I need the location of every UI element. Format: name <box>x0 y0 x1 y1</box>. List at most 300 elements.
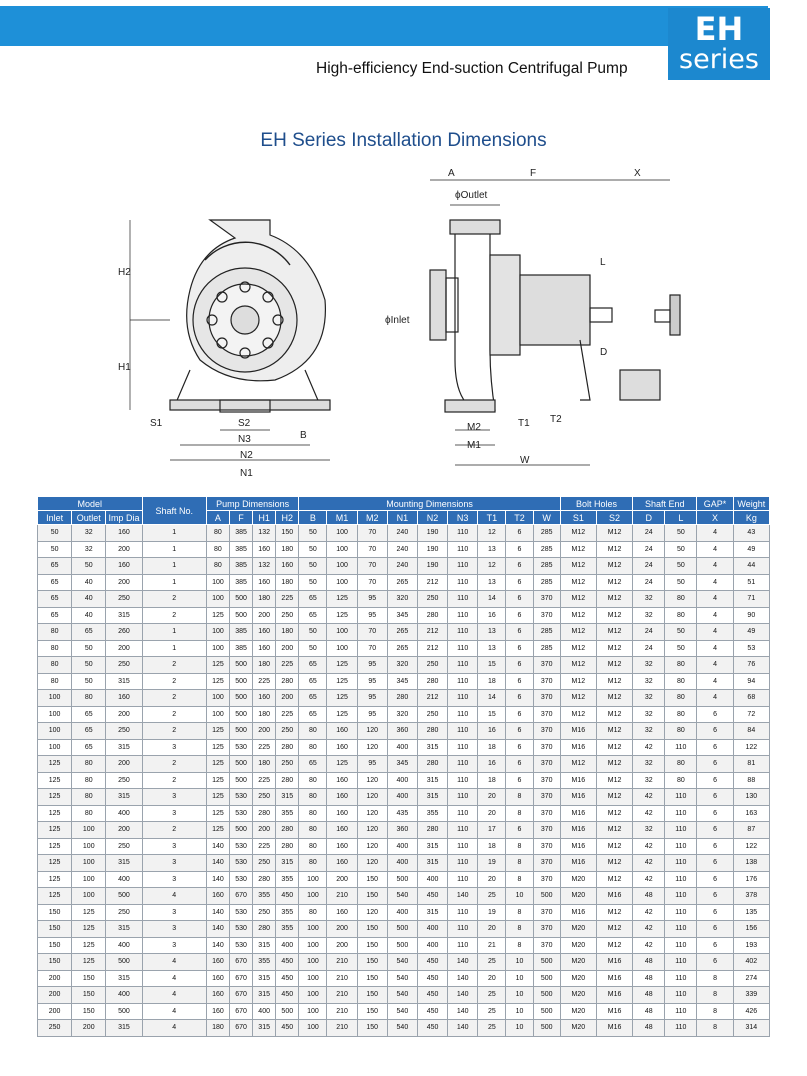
table-cell: M16 <box>596 1020 632 1037</box>
table-cell: 53 <box>733 640 769 657</box>
table-cell: 250 <box>106 723 142 740</box>
table-cell: M12 <box>596 855 632 872</box>
table-cell: 110 <box>448 871 478 888</box>
table-cell: 500 <box>229 607 252 624</box>
label-s2: S2 <box>238 418 251 429</box>
table-cell: 8 <box>506 855 533 872</box>
table-cell: 110 <box>665 855 697 872</box>
table-cell: 6 <box>697 772 733 789</box>
table-cell: 132 <box>253 525 276 542</box>
table-cell: 6 <box>506 723 533 740</box>
table-cell: 80 <box>72 756 106 773</box>
table-cell: 65 <box>72 739 106 756</box>
table-cell: 50 <box>299 574 327 591</box>
table-cell: 20 <box>478 871 506 888</box>
column-header: M1 <box>327 511 357 525</box>
table-cell: 48 <box>633 954 665 971</box>
table-row <box>38 541 770 558</box>
table-cell: 80 <box>72 805 106 822</box>
table-cell: 125 <box>38 822 72 839</box>
table-cell: 32 <box>633 690 665 707</box>
table-cell: 8 <box>697 970 733 987</box>
table-cell: 125 <box>38 805 72 822</box>
table-cell: 355 <box>276 904 299 921</box>
table-cell: 180 <box>206 1020 229 1037</box>
table-cell: 400 <box>253 1003 276 1020</box>
label-h2: H2 <box>118 267 131 278</box>
table-cell: 125 <box>206 673 229 690</box>
table-cell: 110 <box>665 739 697 756</box>
table-cell: 110 <box>448 921 478 938</box>
table-cell: 2 <box>142 706 206 723</box>
table-cell: 210 <box>327 1020 357 1037</box>
dimensions-table <box>37 496 770 1037</box>
table-cell: 250 <box>106 772 142 789</box>
table-cell: 70 <box>357 525 387 542</box>
group-model: Model <box>38 497 143 511</box>
table-cell: 8 <box>697 1020 733 1037</box>
table-cell: 250 <box>417 706 447 723</box>
table-cell: 80 <box>206 541 229 558</box>
table-cell: 210 <box>327 1003 357 1020</box>
table-cell: 3 <box>142 789 206 806</box>
table-cell: 100 <box>327 558 357 575</box>
table-cell: 4 <box>697 574 733 591</box>
table-cell: 8 <box>506 871 533 888</box>
table-cell: 110 <box>665 888 697 905</box>
table-row <box>38 756 770 773</box>
label-m1: M1 <box>467 440 481 451</box>
table-cell: 370 <box>533 607 560 624</box>
table-cell: 65 <box>38 607 72 624</box>
table-cell: 160 <box>106 525 142 542</box>
group-shaft-no: Shaft No. <box>142 497 206 525</box>
table-cell: M16 <box>560 822 596 839</box>
column-header: S2 <box>596 511 632 525</box>
table-cell: M20 <box>560 888 596 905</box>
table-cell: 6 <box>697 954 733 971</box>
table-cell: 50 <box>299 541 327 558</box>
table-cell: 110 <box>665 805 697 822</box>
table-cell: 200 <box>327 937 357 954</box>
table-cell: 140 <box>448 970 478 987</box>
table-cell: 670 <box>229 954 252 971</box>
table-cell: 95 <box>357 657 387 674</box>
table-cell: 110 <box>665 838 697 855</box>
table-cell: 200 <box>276 690 299 707</box>
table-cell: 315 <box>253 970 276 987</box>
table-cell: 160 <box>206 987 229 1004</box>
table-cell: 180 <box>253 756 276 773</box>
table-cell: 150 <box>357 871 387 888</box>
table-cell: 315 <box>106 739 142 756</box>
table-cell: 200 <box>253 723 276 740</box>
table-cell: 110 <box>448 591 478 608</box>
table-cell: 25 <box>478 1003 506 1020</box>
table-cell: 280 <box>276 772 299 789</box>
label-w: W <box>520 455 530 466</box>
table-cell: 70 <box>357 574 387 591</box>
table-cell: 4 <box>697 673 733 690</box>
table-row <box>38 937 770 954</box>
table-cell: 125 <box>206 723 229 740</box>
table-cell: 80 <box>38 657 72 674</box>
table-cell: 50 <box>299 525 327 542</box>
table-cell: M20 <box>560 987 596 1004</box>
table-cell: 6 <box>697 921 733 938</box>
table-cell: 540 <box>387 987 417 1004</box>
table-cell: M12 <box>560 607 596 624</box>
label-a: A <box>448 168 455 179</box>
table-cell: M12 <box>596 541 632 558</box>
table-cell: 140 <box>448 954 478 971</box>
table-cell: 100 <box>38 706 72 723</box>
table-cell: 160 <box>206 954 229 971</box>
table-cell: 500 <box>229 723 252 740</box>
table-cell: 500 <box>533 888 560 905</box>
table-cell: 274 <box>733 970 769 987</box>
table-cell: 315 <box>106 1020 142 1037</box>
table-cell: 100 <box>327 624 357 641</box>
table-cell: M20 <box>560 1020 596 1037</box>
table-cell: 250 <box>253 904 276 921</box>
table-cell: 212 <box>417 624 447 641</box>
table-cell: 150 <box>72 987 106 1004</box>
table-cell: 110 <box>665 1020 697 1037</box>
table-cell: 48 <box>633 987 665 1004</box>
table-cell: 80 <box>299 838 327 855</box>
table-cell: 210 <box>327 888 357 905</box>
table-cell: 110 <box>665 954 697 971</box>
table-cell: 160 <box>206 970 229 987</box>
table-cell: M12 <box>596 789 632 806</box>
label-l: L <box>600 257 606 268</box>
table-cell: 355 <box>253 888 276 905</box>
table-cell: M12 <box>596 822 632 839</box>
table-cell: 285 <box>533 640 560 657</box>
table-cell: 110 <box>448 541 478 558</box>
table-cell: 4 <box>697 640 733 657</box>
table-cell: 150 <box>357 888 387 905</box>
table-cell: 13 <box>478 640 506 657</box>
table-cell: 670 <box>229 987 252 1004</box>
table-cell: 450 <box>417 954 447 971</box>
table-cell: 190 <box>417 525 447 542</box>
table-cell: 100 <box>206 591 229 608</box>
table-cell: 250 <box>106 591 142 608</box>
table-row <box>38 789 770 806</box>
table-row <box>38 772 770 789</box>
table-cell: 95 <box>357 673 387 690</box>
table-cell: 100 <box>327 640 357 657</box>
table-cell: 2 <box>142 657 206 674</box>
table-cell: 160 <box>327 904 357 921</box>
table-row <box>38 1020 770 1037</box>
table-cell: 200 <box>106 822 142 839</box>
table-cell: 280 <box>417 723 447 740</box>
table-cell: 42 <box>633 871 665 888</box>
table-cell: 163 <box>733 805 769 822</box>
table-cell: 42 <box>633 739 665 756</box>
table-cell: 110 <box>448 624 478 641</box>
table-cell: 6 <box>506 739 533 756</box>
table-row <box>38 673 770 690</box>
table-cell: 110 <box>665 970 697 987</box>
table-cell: 125 <box>327 673 357 690</box>
table-cell: 100 <box>327 541 357 558</box>
table-cell: M16 <box>560 723 596 740</box>
table-cell: 315 <box>253 937 276 954</box>
table-cell: 315 <box>106 921 142 938</box>
table-cell: 6 <box>697 756 733 773</box>
table-cell: 32 <box>633 756 665 773</box>
table-cell: 400 <box>106 937 142 954</box>
table-cell: 4 <box>697 657 733 674</box>
table-cell: 18 <box>478 739 506 756</box>
label-h1: H1 <box>118 362 131 373</box>
table-cell: 140 <box>448 987 478 1004</box>
table-cell: 130 <box>733 789 769 806</box>
table-cell: 193 <box>733 937 769 954</box>
table-cell: 500 <box>229 657 252 674</box>
table-cell: 65 <box>72 624 106 641</box>
table-cell: M20 <box>560 970 596 987</box>
table-cell: 355 <box>253 954 276 971</box>
table-cell: 100 <box>206 706 229 723</box>
table-cell: 370 <box>533 871 560 888</box>
table-cell: 50 <box>72 640 106 657</box>
table-cell: M12 <box>596 739 632 756</box>
table-cell: 6 <box>697 723 733 740</box>
table-cell: M12 <box>596 673 632 690</box>
table-cell: M12 <box>560 673 596 690</box>
table-cell: 500 <box>106 954 142 971</box>
table-cell: 370 <box>533 706 560 723</box>
table-cell: 110 <box>665 1003 697 1020</box>
table-cell: 140 <box>206 871 229 888</box>
table-cell: 280 <box>417 756 447 773</box>
table-cell: 315 <box>106 855 142 872</box>
table-cell: 24 <box>633 541 665 558</box>
table-cell: 370 <box>533 657 560 674</box>
table-cell: 125 <box>206 657 229 674</box>
table-cell: 315 <box>106 970 142 987</box>
table-cell: 250 <box>253 789 276 806</box>
table-cell: M16 <box>560 772 596 789</box>
table-cell: 355 <box>276 921 299 938</box>
table-cell: 32 <box>633 772 665 789</box>
table-cell: 125 <box>72 937 106 954</box>
table-cell: M20 <box>560 921 596 938</box>
table-cell: 200 <box>38 1003 72 1020</box>
table-cell: 100 <box>299 1003 327 1020</box>
table-cell: 450 <box>276 987 299 1004</box>
table-cell: 500 <box>106 888 142 905</box>
table-cell: M16 <box>596 970 632 987</box>
table-cell: 125 <box>38 888 72 905</box>
table-cell: 150 <box>72 970 106 987</box>
table-cell: 24 <box>633 574 665 591</box>
column-header: Imp Dia <box>106 511 142 525</box>
table-cell: 65 <box>299 756 327 773</box>
table-cell: 400 <box>106 987 142 1004</box>
table-cell: 50 <box>299 624 327 641</box>
table-cell: 110 <box>448 607 478 624</box>
table-cell: 32 <box>633 673 665 690</box>
table-cell: 3 <box>142 871 206 888</box>
table-cell: 370 <box>533 904 560 921</box>
table-cell: 280 <box>253 871 276 888</box>
table-cell: 6 <box>506 706 533 723</box>
table-cell: M12 <box>596 805 632 822</box>
table-cell: 80 <box>299 789 327 806</box>
table-cell: 120 <box>357 723 387 740</box>
table-cell: 450 <box>276 954 299 971</box>
table-cell: 84 <box>733 723 769 740</box>
table-cell: 200 <box>253 822 276 839</box>
table-cell: M12 <box>560 756 596 773</box>
table-cell: 370 <box>533 822 560 839</box>
table-cell: 14 <box>478 591 506 608</box>
table-cell: 140 <box>206 937 229 954</box>
table-row <box>38 921 770 938</box>
table-cell: M12 <box>596 838 632 855</box>
table-cell: 200 <box>106 640 142 657</box>
table-cell: 160 <box>253 624 276 641</box>
table-cell: M12 <box>560 591 596 608</box>
table-cell: 65 <box>299 607 327 624</box>
table-cell: M12 <box>596 904 632 921</box>
table-cell: M16 <box>596 987 632 1004</box>
table-cell: 125 <box>327 690 357 707</box>
table-cell: 190 <box>417 541 447 558</box>
table-cell: 500 <box>533 987 560 1004</box>
table-cell: 3 <box>142 739 206 756</box>
table-cell: 100 <box>327 525 357 542</box>
table-cell: 8 <box>506 921 533 938</box>
table-cell: 6 <box>697 739 733 756</box>
table-cell: 355 <box>276 805 299 822</box>
table-cell: 100 <box>72 871 106 888</box>
table-cell: 339 <box>733 987 769 1004</box>
table-cell: 670 <box>229 1003 252 1020</box>
table-cell: M12 <box>560 640 596 657</box>
table-cell: 190 <box>417 558 447 575</box>
table-cell: 43 <box>733 525 769 542</box>
table-cell: M12 <box>560 525 596 542</box>
table-cell: 6 <box>506 558 533 575</box>
table-cell: 120 <box>357 739 387 756</box>
table-cell: 125 <box>327 706 357 723</box>
table-cell: 80 <box>299 739 327 756</box>
table-cell: 315 <box>106 789 142 806</box>
table-cell: 110 <box>448 673 478 690</box>
table-cell: 1 <box>142 624 206 641</box>
table-cell: 3 <box>142 838 206 855</box>
table-cell: 160 <box>327 838 357 855</box>
brand-line2: series <box>679 44 759 75</box>
table-cell: 49 <box>733 624 769 641</box>
table-cell: 385 <box>229 525 252 542</box>
table-cell: 32 <box>72 541 106 558</box>
table-cell: M12 <box>596 657 632 674</box>
table-cell: 450 <box>417 1020 447 1037</box>
table-cell: 385 <box>229 624 252 641</box>
table-cell: 315 <box>253 987 276 1004</box>
table-cell: 4 <box>697 591 733 608</box>
table-cell: 225 <box>253 838 276 855</box>
table-cell: 345 <box>387 607 417 624</box>
column-header: L <box>665 511 697 525</box>
table-cell: 280 <box>253 805 276 822</box>
page-title: EH Series Installation Dimensions <box>260 130 547 151</box>
table-cell: 176 <box>733 871 769 888</box>
table-cell: 110 <box>665 822 697 839</box>
column-header: N3 <box>448 511 478 525</box>
table-cell: 94 <box>733 673 769 690</box>
table-cell: 3 <box>142 805 206 822</box>
table-cell: M12 <box>596 921 632 938</box>
table-cell: 540 <box>387 970 417 987</box>
table-cell: 200 <box>253 607 276 624</box>
table-cell: 150 <box>357 954 387 971</box>
table-cell: M16 <box>596 954 632 971</box>
column-header: B <box>299 511 327 525</box>
table-cell: 402 <box>733 954 769 971</box>
table-cell: M12 <box>560 657 596 674</box>
table-cell: 50 <box>665 640 697 657</box>
table-cell: 110 <box>448 739 478 756</box>
table-cell: 370 <box>533 805 560 822</box>
table-cell: 68 <box>733 690 769 707</box>
table-cell: 8 <box>506 805 533 822</box>
column-header: D <box>633 511 665 525</box>
table-cell: 32 <box>633 706 665 723</box>
table-cell: M16 <box>560 739 596 756</box>
table-cell: 500 <box>533 1003 560 1020</box>
table-cell: 65 <box>299 690 327 707</box>
table-cell: 6 <box>506 690 533 707</box>
table-cell: 385 <box>229 574 252 591</box>
table-cell: 42 <box>633 937 665 954</box>
table-cell: 670 <box>229 970 252 987</box>
table-cell: 110 <box>448 937 478 954</box>
table-cell: 80 <box>72 789 106 806</box>
table-cell: 100 <box>299 970 327 987</box>
table-cell: 80 <box>665 723 697 740</box>
table-cell: 135 <box>733 904 769 921</box>
table-cell: 100 <box>206 574 229 591</box>
table-cell: 120 <box>357 855 387 872</box>
table-cell: 6 <box>697 855 733 872</box>
table-cell: 6 <box>697 789 733 806</box>
table-cell: 24 <box>633 525 665 542</box>
table-cell: 20 <box>478 970 506 987</box>
table-cell: 250 <box>276 756 299 773</box>
column-header: T1 <box>478 511 506 525</box>
table-cell: 110 <box>448 822 478 839</box>
table-cell: M16 <box>560 789 596 806</box>
table-cell: 49 <box>733 541 769 558</box>
table-cell: 50 <box>72 657 106 674</box>
table-cell: 370 <box>533 591 560 608</box>
table-cell: 450 <box>417 888 447 905</box>
table-cell: 16 <box>478 723 506 740</box>
table-cell: 88 <box>733 772 769 789</box>
table-row <box>38 607 770 624</box>
column-header: T2 <box>506 511 533 525</box>
table-cell: 370 <box>533 838 560 855</box>
